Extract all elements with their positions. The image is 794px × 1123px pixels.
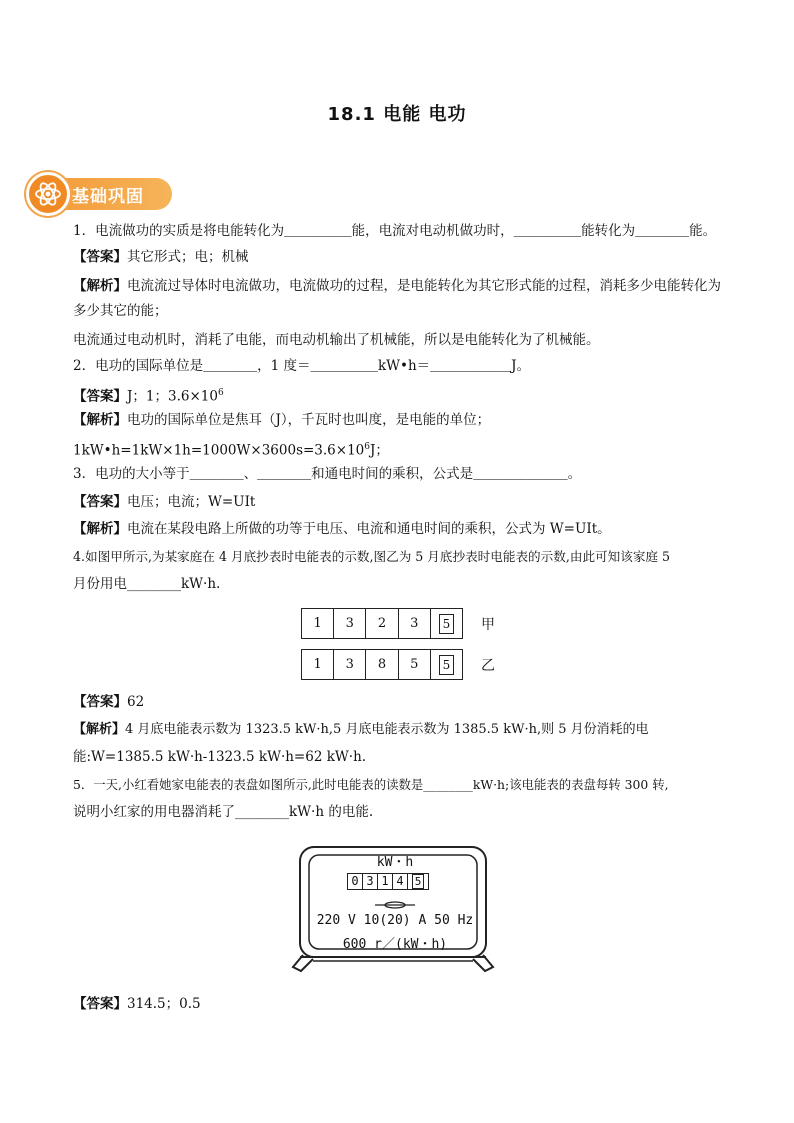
q1-question: 1．电流做功的实质是将电能转化为＿＿＿＿＿能，电流对电动机做功时，＿＿＿＿＿能转化为＿＿＿＿能。 bbox=[73, 223, 717, 239]
answer-text: 其它形式；电；机械 bbox=[127, 249, 249, 265]
section-banner bbox=[26, 172, 172, 216]
formula-text: 1kW•h=1kW×1h=1000W×3600s=3.6×10 bbox=[73, 442, 365, 459]
meter-a-label: 甲 bbox=[481, 616, 495, 633]
answer-tag: 【答案】 bbox=[73, 388, 127, 405]
analysis-text: 电功的国际单位是焦耳（J），千瓦时也叫度，是电能的单位； bbox=[127, 412, 491, 428]
q4-question-2: 月份用电________kW·h. bbox=[73, 576, 221, 592]
meter-b bbox=[301, 649, 495, 680]
meter-digit: 3 bbox=[334, 650, 366, 679]
meter-decimal-cell bbox=[431, 609, 462, 638]
meter-digit: 1 bbox=[302, 650, 334, 679]
q4-analysis-2: 能:W=1385.5 kW·h-1323.5 kW·h=62 kW·h. bbox=[73, 749, 367, 765]
meter-digit: 5 bbox=[399, 650, 431, 679]
meter-digit: 3 bbox=[334, 609, 366, 638]
formula-exponent: 6 bbox=[364, 442, 370, 452]
answer-tag: 【答案】 bbox=[73, 996, 127, 1012]
q1-analysis-2: 电流通过电动机时，消耗了电能，而电动机输出了机械能，所以是电能转化为了机械能。 bbox=[73, 332, 600, 348]
atom-icon bbox=[26, 172, 70, 216]
q5-answer bbox=[73, 994, 733, 1014]
page-title: 18.1 电能 电功 bbox=[327, 104, 467, 125]
analysis-tag: 【解析】 bbox=[73, 278, 127, 294]
meter-digits bbox=[347, 873, 429, 890]
answer-tag: 【答案】 bbox=[73, 494, 127, 510]
answer-exponent: 6 bbox=[217, 388, 224, 398]
meter-decimal: 5 bbox=[439, 655, 455, 675]
answer-text: 电压；电流；W=UIt bbox=[127, 494, 256, 510]
q3-answer bbox=[73, 492, 733, 512]
meter-digit: 2 bbox=[366, 609, 398, 638]
q3-question: 3．电功的大小等于＿＿＿＿、＿＿＿＿和通电时间的乘积，公式是＿＿＿＿＿＿＿。 bbox=[73, 466, 582, 482]
analysis-text: 电流在某段电路上所做的功等于电压、电流和通电时间的乘积，公式为 W=UIt。 bbox=[127, 521, 611, 537]
meter-digit: 1 bbox=[302, 609, 334, 638]
q2-analysis-2 bbox=[73, 437, 733, 461]
q1-answer bbox=[73, 247, 733, 267]
q2-analysis bbox=[73, 410, 733, 430]
meter-spec-rating: 220 V 10(20) A 50 Hz bbox=[316, 913, 474, 928]
answer-tag: 【答案】 bbox=[73, 694, 127, 710]
answer-text: 62 bbox=[127, 694, 145, 710]
meter-digit: 4 bbox=[393, 874, 408, 889]
q4-question: 4.如图甲所示,为某家庭在 4 月底抄表时电能表的示数,图乙为 5 月底抄表时电能表的示数,由此可知该家庭 5 bbox=[73, 549, 671, 564]
meter-decimal-cell bbox=[408, 874, 428, 889]
analysis-tag: 【解析】 bbox=[73, 722, 126, 737]
q4-answer bbox=[73, 692, 733, 712]
meter-a-display bbox=[301, 608, 463, 639]
meter-digit: 1 bbox=[378, 874, 393, 889]
meter-digit: 3 bbox=[399, 609, 431, 638]
meter-digit: 0 bbox=[348, 874, 363, 889]
answer-text: J；1；3.6×10 bbox=[127, 388, 218, 405]
meter-decimal-cell bbox=[431, 650, 462, 679]
meter-unit: kW・h bbox=[376, 855, 414, 870]
meter-decimal: 5 bbox=[439, 614, 455, 634]
meter-digit: 8 bbox=[366, 650, 398, 679]
q4-analysis bbox=[73, 720, 733, 740]
analysis-tag: 【解析】 bbox=[73, 521, 127, 537]
meter-b-display bbox=[301, 649, 463, 680]
q5-question-2: 说明小红家的用电器消耗了________kW·h 的电能. bbox=[73, 804, 374, 820]
analysis-tag: 【解析】 bbox=[73, 412, 127, 428]
formula-unit: J； bbox=[370, 442, 389, 459]
q2-answer bbox=[73, 383, 733, 407]
answer-text: 314.5；0.5 bbox=[127, 996, 201, 1012]
q2-question: 2．电功的国际单位是＿＿＿＿，1 度＝＿＿＿＿＿kW•h＝＿＿＿＿＿＿J。 bbox=[73, 358, 531, 374]
meter-b-label: 乙 bbox=[481, 657, 495, 674]
meter-spec-revs: 600 r／(kW・h) bbox=[342, 937, 448, 952]
meter-digit: 3 bbox=[363, 874, 378, 889]
meter-decimal: 5 bbox=[412, 874, 425, 889]
analysis-text: 电流流过导体时电流做功，电流做功的过程，是电能转化为其它形式能的过程，消耗多少电能转化为多少其它的能； bbox=[73, 278, 721, 319]
q3-analysis bbox=[73, 519, 733, 539]
q1-analysis bbox=[73, 274, 721, 324]
q5-question: 5．一天,小红看她家电能表的表盘如图所示,此时电能表的读数是________kW·h;该电能表的表盘每转 300 转, bbox=[73, 777, 669, 792]
section-title: 基础巩固 bbox=[72, 187, 144, 207]
analysis-text: 4 月底电能表示数为 1323.5 kW·h,5 月底电能表示数为 1385.5 kW·h,则 5 月份消耗的电 bbox=[125, 722, 649, 737]
answer-tag: 【答案】 bbox=[73, 249, 127, 265]
electric-meter-figure bbox=[291, 843, 499, 978]
meter-a bbox=[301, 608, 495, 639]
